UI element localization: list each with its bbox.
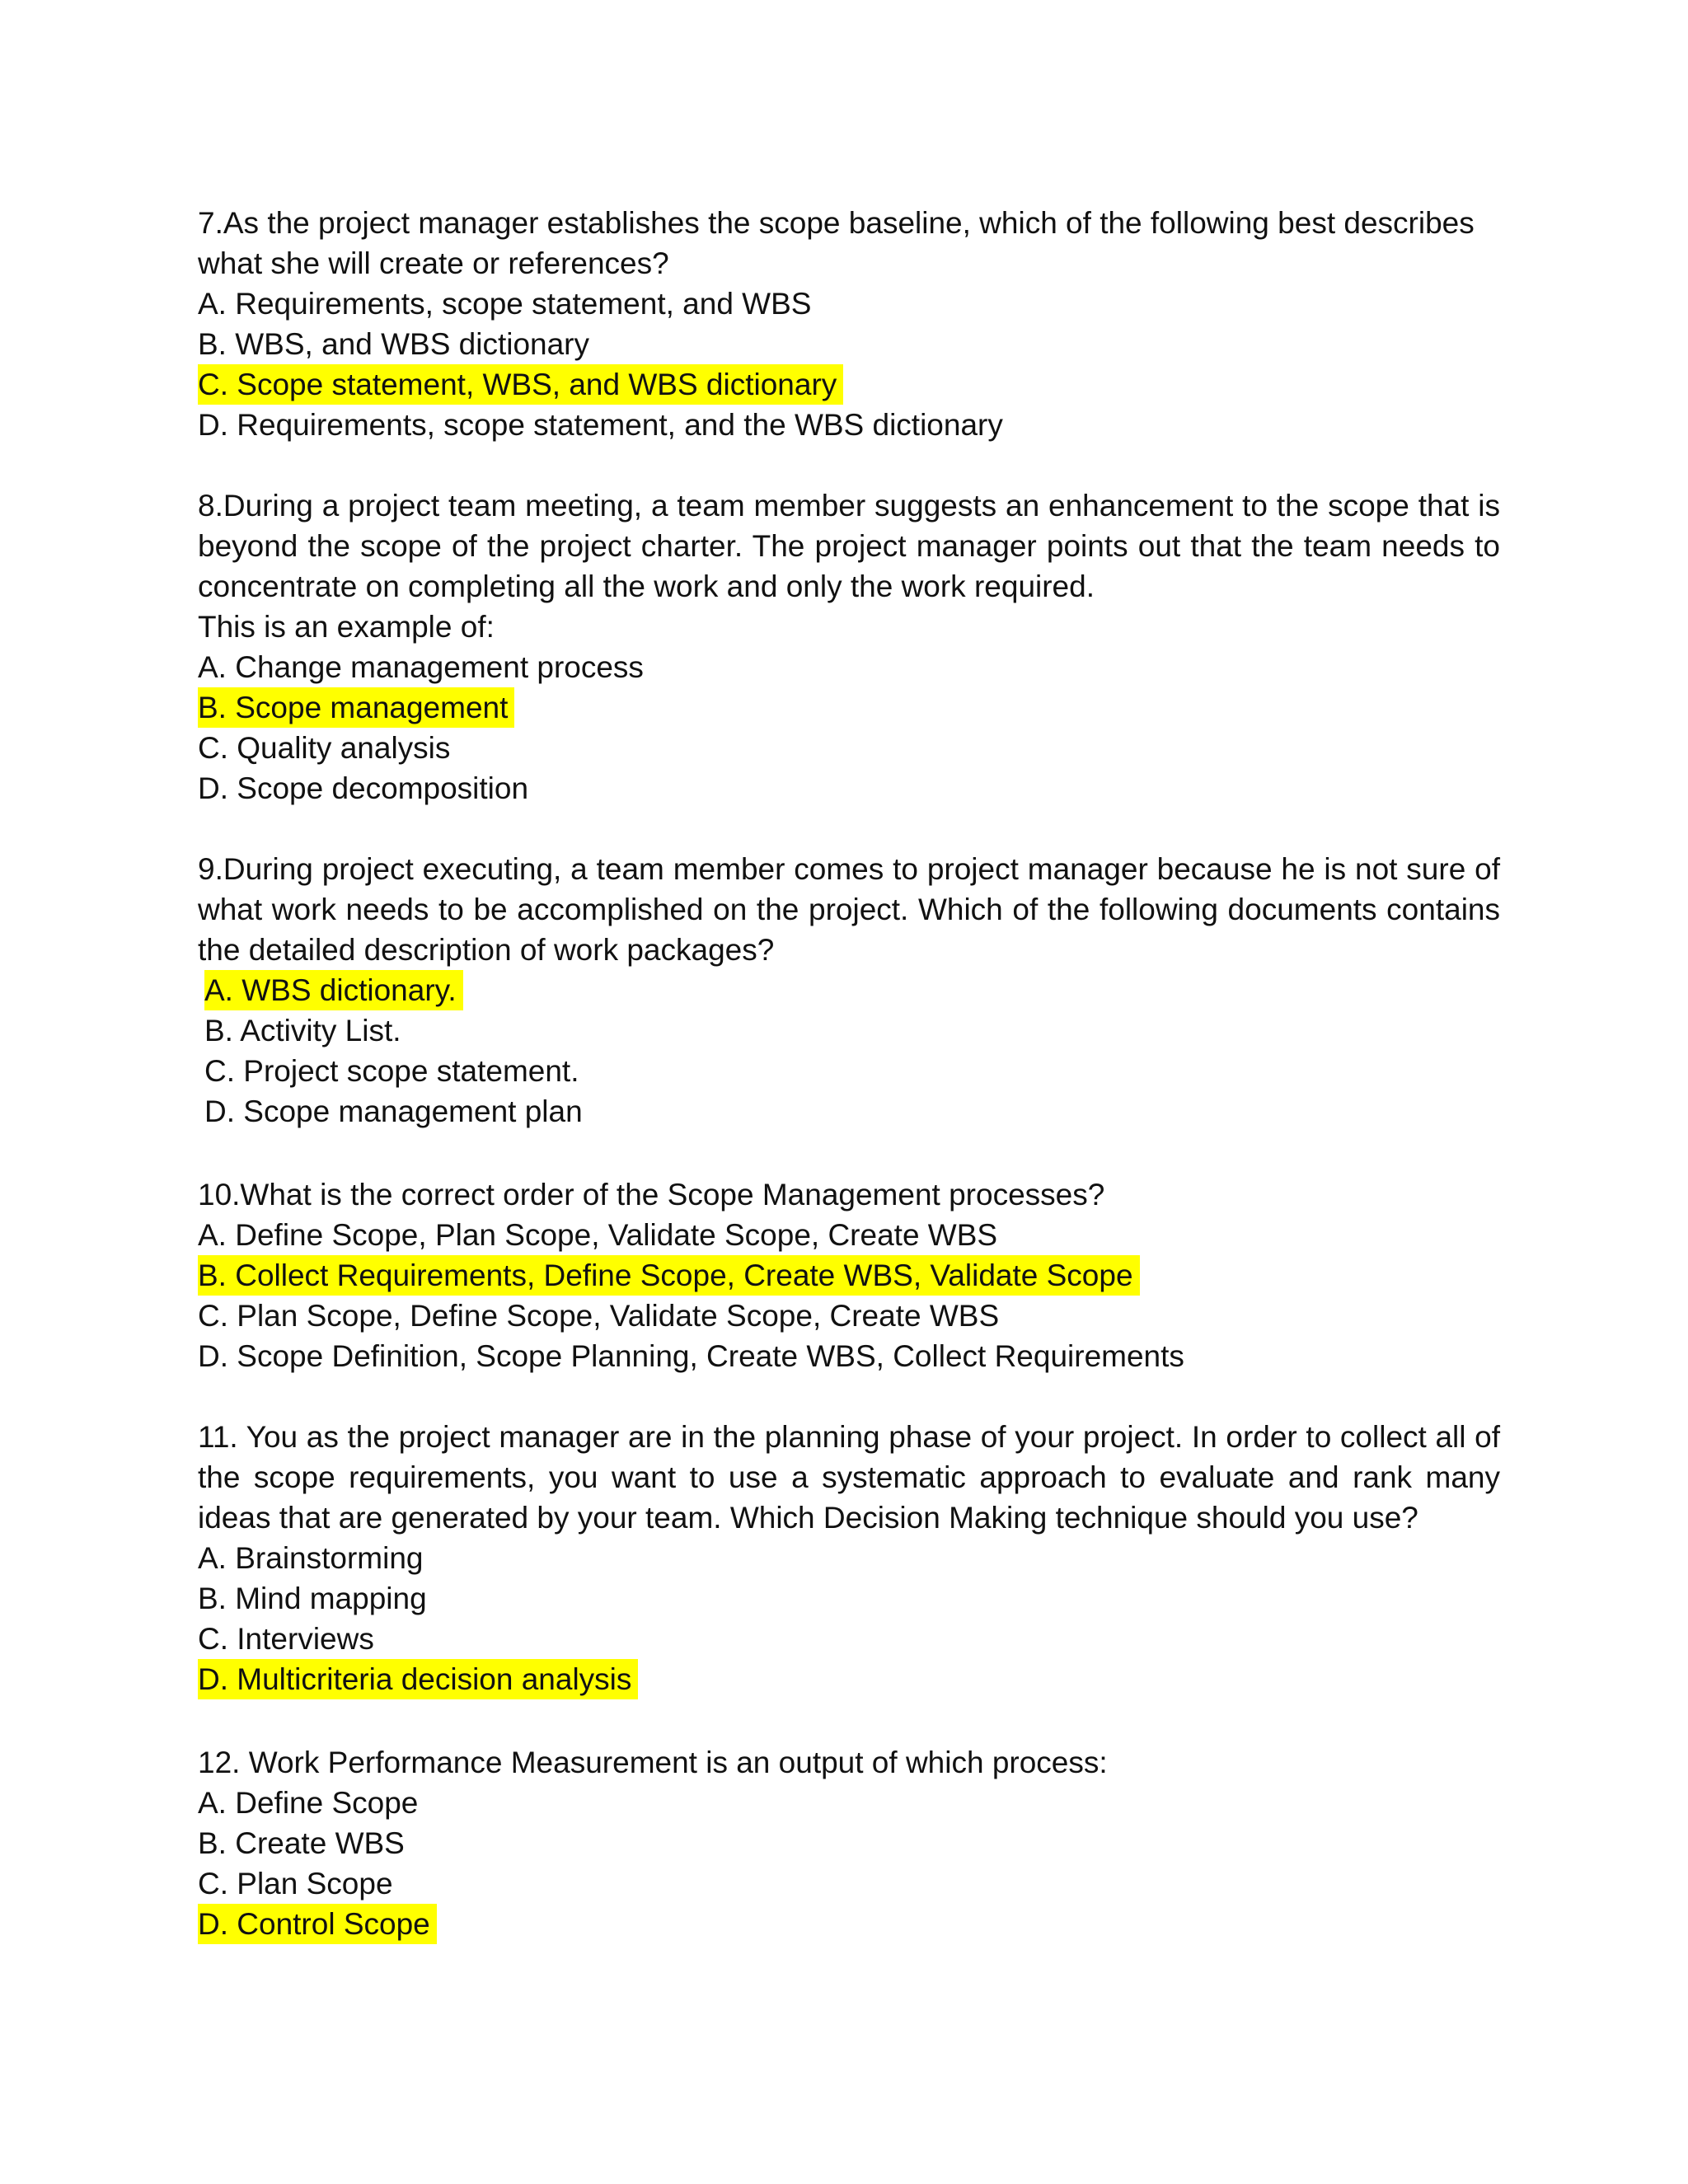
answer-option-correct: C. Scope statement, WBS, and WBS dictionary	[198, 364, 1500, 405]
question-11	[198, 1417, 1500, 1699]
question-stem: 12. Work Performance Measurement is an output of which process:	[198, 1746, 1108, 1779]
answer-option: D. Scope management plan	[204, 1094, 583, 1128]
answer-option: B. Activity List.	[204, 1014, 401, 1047]
answer-option: A. Define Scope	[198, 1786, 419, 1820]
answer-option-correct: B. Scope management	[198, 687, 1500, 728]
answer-option: D. Scope Definition, Scope Planning, Create WBS, Collect Requirements	[198, 1339, 1184, 1373]
question-12	[198, 1742, 1500, 1944]
question-9	[198, 849, 1500, 1132]
question-stem: 8.During a project team meeting, a team member suggests an enhancement to the scope that is beyond the scope of the project charter. The project manager points out that the team needs to concentrate on completing all the work and only the work required.	[198, 489, 1500, 603]
question-stem: 7.As the project manager establishes the scope baseline, which of the following best describes what she will create or references?	[198, 206, 1475, 280]
answer-option: D. Scope decomposition	[198, 771, 529, 805]
question-8	[198, 485, 1500, 808]
answer-option-correct: D. Multicriteria decision analysis	[198, 1659, 1500, 1699]
answer-option: A. Brainstorming	[198, 1541, 424, 1575]
answer-option-correct: A. WBS dictionary.	[198, 970, 1500, 1010]
answer-option: C. Interviews	[198, 1622, 374, 1656]
answer-option: A. Requirements, scope statement, and WBS	[198, 287, 812, 321]
answer-option: C. Plan Scope, Define Scope, Validate Scope, Create WBS	[198, 1299, 1000, 1333]
answer-option: C. Quality analysis	[198, 731, 451, 765]
question-stem: 11. You as the project manager are in the planning phase of your project. In order to collect all of the scope requirements, you want to use a systematic approach to evaluate and rank many ideas that are generated by your team. Which Decision Making technique should you use?	[198, 1420, 1500, 1535]
answer-option-correct: D. Control Scope	[198, 1904, 1500, 1944]
answer-option: B. Mind mapping	[198, 1582, 427, 1615]
question-7	[198, 203, 1500, 445]
answer-option: A. Change management process	[198, 650, 644, 684]
answer-option-correct: B. Collect Requirements, Define Scope, Create WBS, Validate Scope	[198, 1255, 1500, 1296]
answer-option: C. Plan Scope	[198, 1867, 393, 1900]
question-list	[198, 203, 1500, 1944]
question-10	[198, 1174, 1500, 1376]
answer-option: A. Define Scope, Plan Scope, Validate Scope, Create WBS	[198, 1218, 998, 1252]
answer-option: B. Create WBS	[198, 1826, 405, 1860]
answer-option: D. Requirements, scope statement, and the WBS dictionary	[198, 408, 1003, 442]
question-stem: 9.During project executing, a team member comes to project manager because he is not sure of what work needs to be accomplished on the project. Which of the following documents contains the detailed description of work packages?	[198, 852, 1500, 967]
question-stem-line2: This is an example of:	[198, 610, 495, 644]
answer-option: B. WBS, and WBS dictionary	[198, 327, 590, 361]
answer-option: C. Project scope statement.	[204, 1054, 579, 1088]
question-stem: 10.What is the correct order of the Scope Management processes?	[198, 1178, 1105, 1212]
